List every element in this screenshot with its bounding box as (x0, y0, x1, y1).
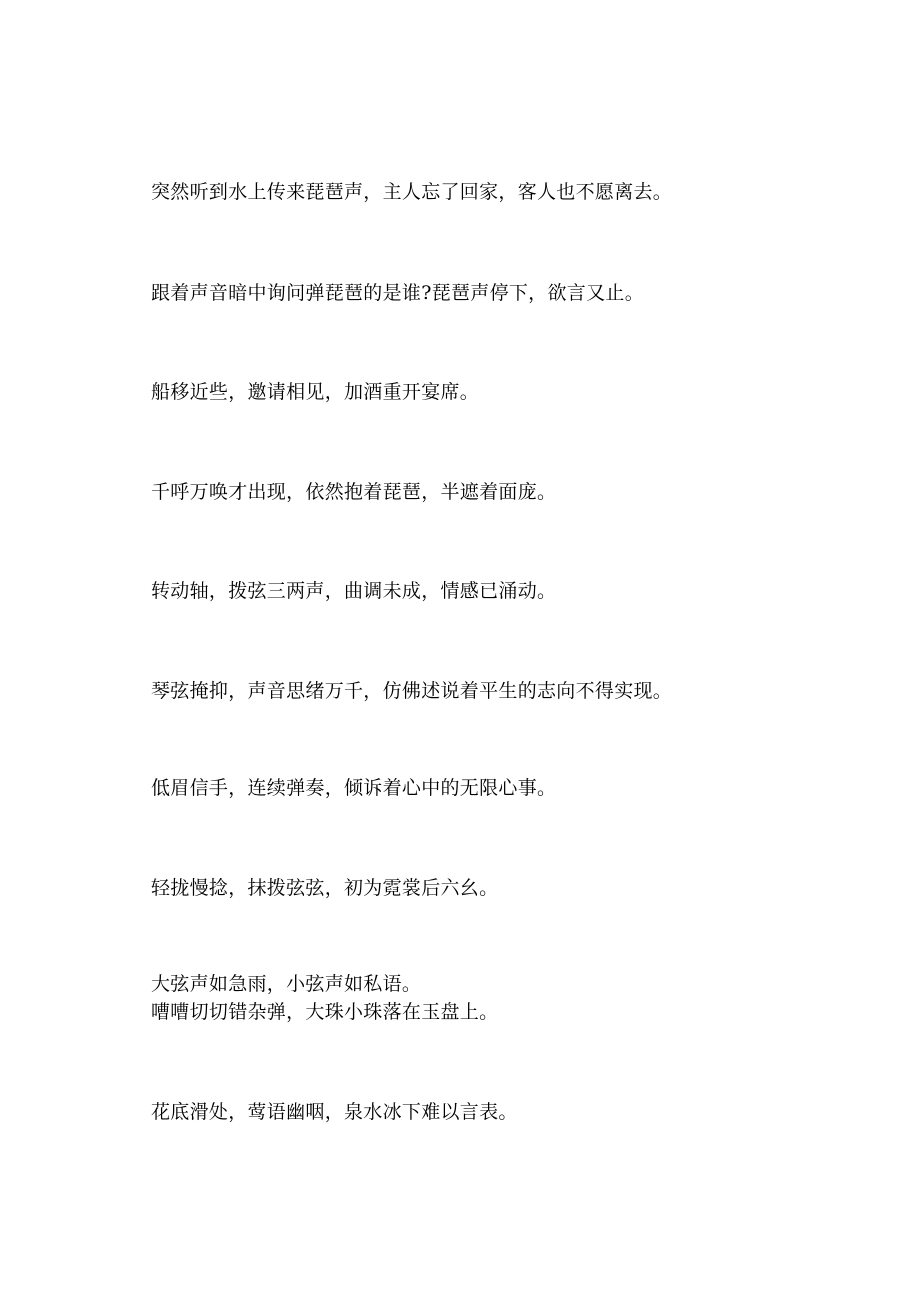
text-line: 跟着声音暗中询问弹琵琶的是谁?琵琶声停下，欲言又止。 (151, 282, 644, 304)
text-line: 大弦声如急雨，小弦声如私语。 (151, 973, 422, 995)
paragraph (151, 774, 851, 802)
text-line: 花底滑处，莺语幽咽，泉水冰下难以言表。 (151, 1101, 518, 1123)
paragraph (151, 874, 851, 902)
text-line: 轻拢慢捻，抹拨弦弦，初为霓裳后六幺。 (151, 877, 499, 899)
paragraph (151, 577, 851, 605)
text-line: 转动轴，拨弦三两声，曲调未成，情感已涌动。 (151, 580, 557, 602)
text-line: 千呼万唤才出现，依然抱着琵琶，半遮着面庞。 (151, 481, 557, 503)
paragraph (151, 178, 851, 206)
text-line: 突然听到水上传来琵琶声，主人忘了回家，客人也不愿离去。 (151, 181, 673, 203)
text-line: 琴弦掩抑，声音思绪万千，仿佛述说着平生的志向不得实现。 (151, 680, 673, 702)
paragraph (151, 970, 851, 1026)
text-line: 嘈嘈切切错杂弹，大珠小珠落在玉盘上。 (151, 1001, 499, 1023)
text-line: 船移近些，邀请相见，加酒重开宴席。 (151, 381, 480, 403)
text-line: 低眉信手，连续弹奏，倾诉着心中的无限心事。 (151, 777, 557, 799)
paragraph (151, 378, 851, 406)
paragraph (151, 1098, 851, 1126)
paragraph (151, 279, 851, 307)
paragraph (151, 478, 851, 506)
paragraph (151, 677, 851, 705)
